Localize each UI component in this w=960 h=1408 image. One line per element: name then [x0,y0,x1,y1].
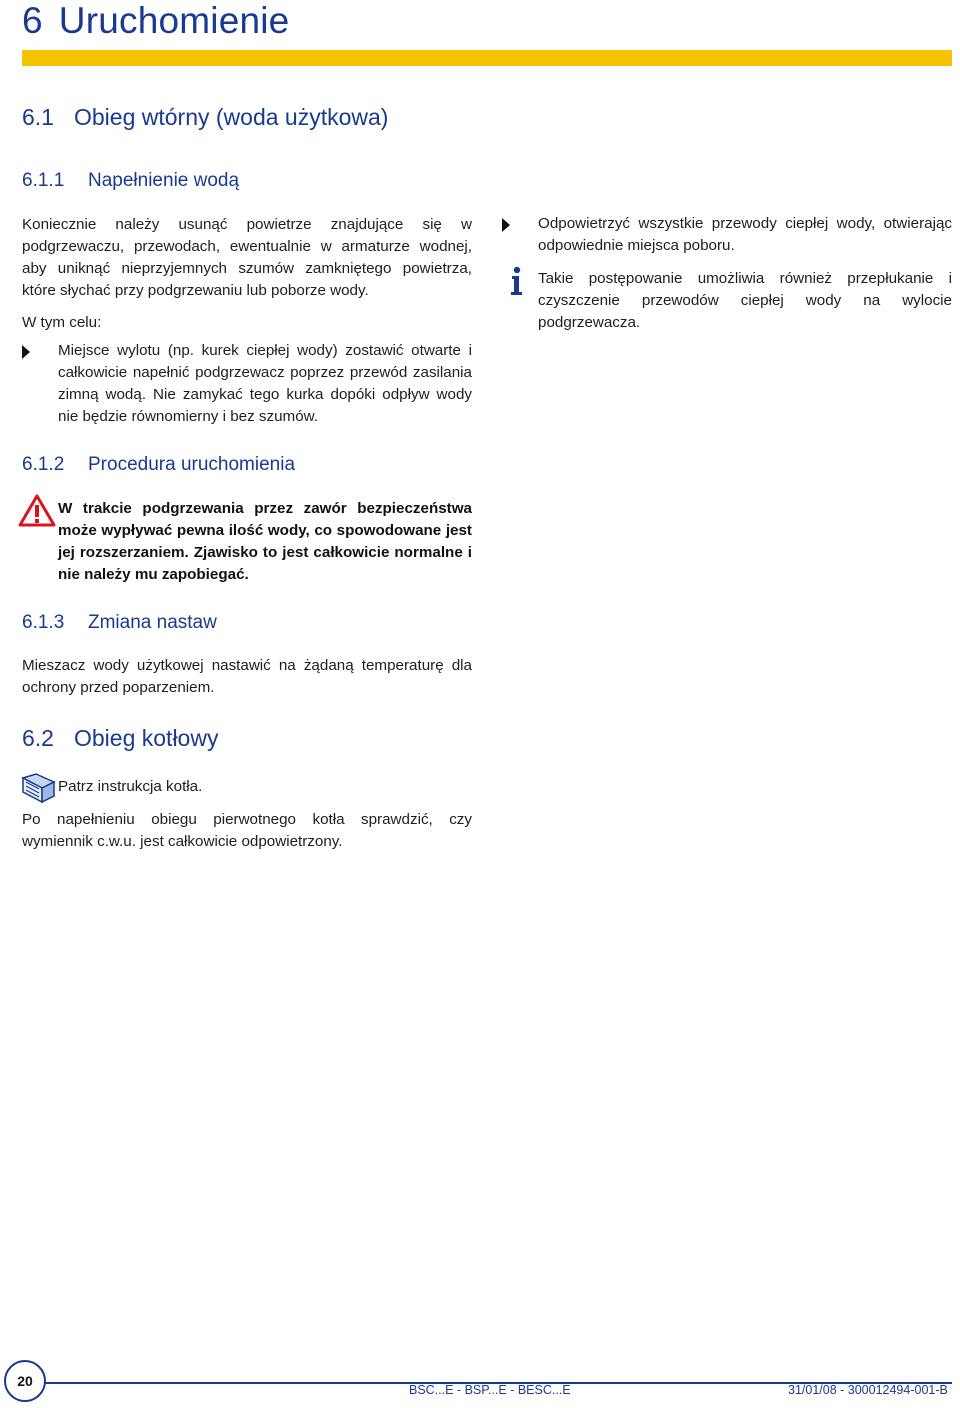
intro-paragraph: Koniecznie należy usunąć powietrze znajdujące się w podgrzewaczu, przewodach, ewentualnie w armaturze wodnej, aby uniknąć nieprzyjemnych szumów zamkniętego powietrza, które słychać przy podgrzewaniu lub poborze wody. [22,216,472,299]
footer-doc-ref: 31/01/08 - 300012494-001-B [788,1383,948,1397]
bullet-text: Odpowietrzyć wszystkie przewody ciepłej wody, otwierając odpowiednie miejsca poboru. [538,215,952,254]
section-title: Procedura uruchomienia [88,454,296,475]
info-note: Takie postępowanie umożliwia również przepłukanie i czyszczenie przewodów ciepłej wody na wylocie podgrzewacza. [538,270,952,331]
section-title: Obieg wtórny (woda użytkowa) [74,104,389,130]
section-title: Zmiana nastaw [88,612,217,633]
boiler-text: Po napełnieniu obiegu pierwotnego kotła sprawdzić, czy wymiennik c.w.u. jest całkowicie odpowietrzony. [22,811,472,850]
chapter-title: Uruchomienie [58,0,290,41]
purpose-text: W tym celu: [22,314,102,331]
chapter-accent-bar [22,50,952,66]
warning-text: W trakcie podgrzewania przez zawór bezpieczeństwa może wypływać pewna ilość wody, co spowodowane jest jej rozszerzaniem. Zjawisko to jest całkowicie normalne i nie należy mu zapobiegać. [58,500,472,583]
section-number: 6.1 [22,104,54,130]
section-number: 6.1.1 [22,170,65,191]
section-number: 6.1.3 [22,612,65,633]
section-number: 6.1.2 [22,454,65,475]
warning-icon [18,494,56,528]
section-number: 6.2 [22,725,54,751]
book-reference-icon [20,770,58,804]
reference-text: Patrz instrukcja kotła. [58,778,203,795]
settings-text: Mieszacz wody użytkowej nastawić na żądaną temperaturę dla ochrony przed poparzeniem. [22,657,472,696]
chapter-heading [22,0,289,42]
bullet-text: Miejsce wylotu (np. kurek ciepłej wody) zostawić otwarte i całkowicie napełnić podgrzewacz poprzez przewód zasilania zimną wodą. Nie zamykać tego kurka dopóki odpływ wody nie będzie równomierny i bez szumów. [58,342,472,425]
bullet-arrow-icon [502,218,510,232]
section-6-1-3-heading [22,612,217,634]
footer-models: BSC...E - BSP...E - BESC...E [409,1383,571,1397]
section-6-1-2-heading [22,454,295,476]
section-title: Napełnienie wodą [88,170,240,191]
bullet-arrow-icon [22,345,30,359]
info-icon [509,266,525,296]
chapter-number: 6 [22,0,43,41]
section-title: Obieg kotłowy [74,725,219,751]
section-6-1-1-heading [22,170,239,192]
section-6-1-heading [22,104,388,131]
page-number: 20 [4,1360,46,1402]
section-6-2-heading [22,725,218,752]
